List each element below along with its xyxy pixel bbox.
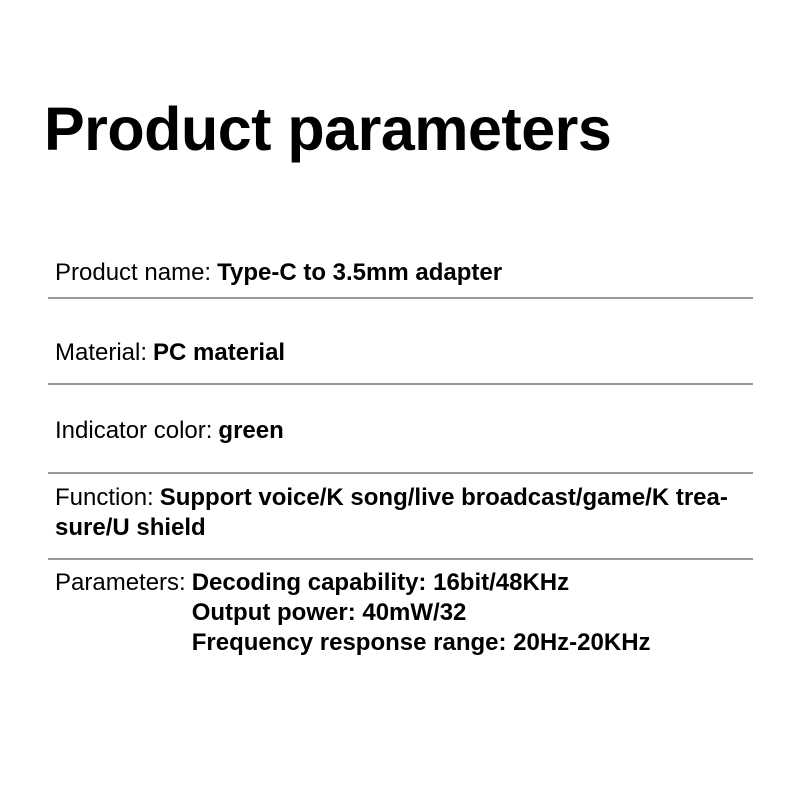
spec-value-parameters-line1: Decoding capability: 16bit/48KHz xyxy=(191,569,570,596)
spec-value-function-line2: sure/U shield xyxy=(55,514,206,541)
spec-label-product-name: Product name: xyxy=(55,259,212,286)
spec-row-indicator-color xyxy=(48,385,753,474)
page-title: Product parameters xyxy=(44,95,612,163)
spec-row-material xyxy=(48,299,753,385)
spec-row-product-name xyxy=(48,164,753,299)
spec-label-indicator-color: Indicator color: xyxy=(55,417,213,444)
spec-value-parameters-line3: Frequency response range: 20Hz-20KHz xyxy=(191,629,651,656)
spec-row-function xyxy=(48,474,753,560)
spec-table xyxy=(48,164,753,658)
spec-label-parameters: Parameters: xyxy=(55,569,186,596)
spec-value-parameters-line2: Output power: 40mW/32 xyxy=(191,599,467,626)
spec-value-parameters xyxy=(192,568,651,658)
spec-value-material: PC material xyxy=(153,339,286,366)
spec-value-indicator-color: green xyxy=(218,417,284,444)
spec-value-function xyxy=(55,484,728,541)
spec-label-function: Function: xyxy=(55,484,154,511)
spec-row-parameters xyxy=(48,560,753,658)
spec-value-product-name: Type-C to 3.5mm adapter xyxy=(217,259,503,286)
spec-label-material: Material: xyxy=(55,339,148,366)
spec-value-function-line1: Support voice/K song/live broadcast/game/K trea- xyxy=(159,484,728,511)
